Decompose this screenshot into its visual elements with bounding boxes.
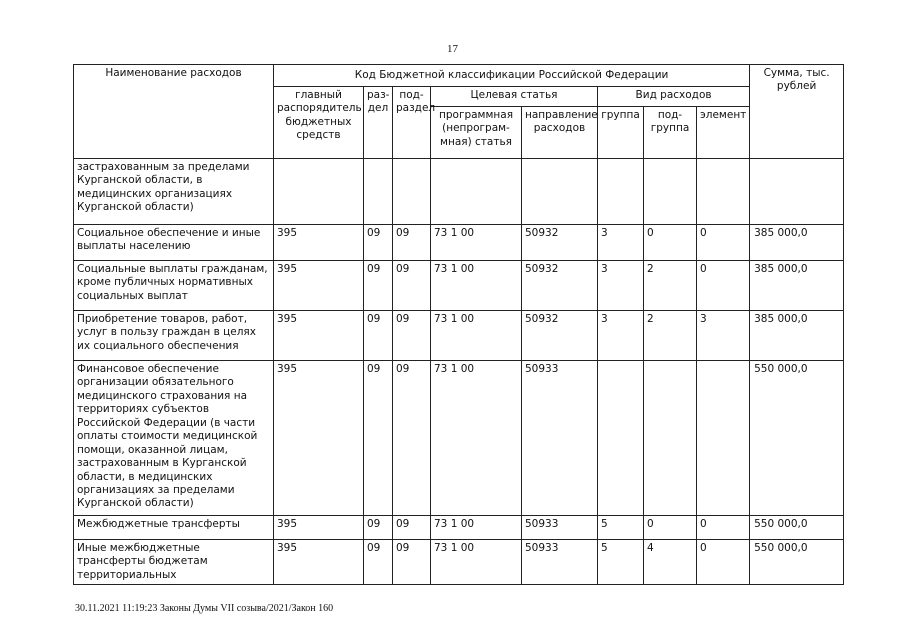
cell-expense-direction: 50933 <box>522 361 598 516</box>
table-header <box>74 65 844 159</box>
cell-sum: 385 000,0 <box>750 311 844 361</box>
cell-group <box>598 361 644 516</box>
cell-subsection: 09 <box>393 516 431 540</box>
cell-group: 3 <box>598 311 644 361</box>
table-row <box>74 311 844 361</box>
cell-element: 0 <box>697 225 750 261</box>
header-target-article: Целевая статья <box>431 87 598 107</box>
cell-element: 0 <box>697 261 750 311</box>
cell-subgroup: 0 <box>644 225 697 261</box>
header-code-group: Код Бюджетной классификации Российской Федерации <box>274 65 750 87</box>
cell-sum <box>750 159 844 225</box>
cell-expense-direction: 50933 <box>522 540 598 585</box>
cell-chief-manager: 395 <box>274 261 364 311</box>
cell-element: 0 <box>697 540 750 585</box>
header-section: раз-дел <box>364 87 393 159</box>
header-sum: Сумма, тыс. рублей <box>750 65 844 159</box>
cell-subsection: 09 <box>393 540 431 585</box>
cell-subsection: 09 <box>393 311 431 361</box>
cell-chief-manager: 395 <box>274 225 364 261</box>
cell-subgroup <box>644 159 697 225</box>
table-row <box>74 361 844 516</box>
cell-program-article: 73 1 00 <box>431 261 522 311</box>
document-footer: 30.11.2021 11:19:23 Законы Думы VII созыва/2021/Закон 160 <box>75 603 334 614</box>
cell-group: 3 <box>598 225 644 261</box>
cell-name: Социальное обеспечение и иные выплаты населению <box>74 225 274 261</box>
cell-name: Иные межбюджетные трансферты бюджетам территориальных <box>74 540 274 585</box>
cell-section: 09 <box>364 261 393 311</box>
cell-section: 09 <box>364 361 393 516</box>
cell-program-article <box>431 159 522 225</box>
cell-name: Финансовое обеспечение организации обязательного медицинского страхования на территориях субъектов Российской Федерации (в части оплаты стоимости медицинской помощи, оказанной лицам, застрахованным в Курганской области, в медицинских организациях за пределами Курганской области) <box>74 361 274 516</box>
cell-subgroup: 0 <box>644 516 697 540</box>
cell-section: 09 <box>364 311 393 361</box>
cell-expense-direction: 50933 <box>522 516 598 540</box>
cell-section: 09 <box>364 540 393 585</box>
cell-group: 3 <box>598 261 644 311</box>
cell-program-article: 73 1 00 <box>431 540 522 585</box>
cell-section: 09 <box>364 516 393 540</box>
cell-name: Приобретение товаров, работ, услуг в пользу граждан в целях их социального обеспечения <box>74 311 274 361</box>
cell-element <box>697 159 750 225</box>
cell-chief-manager: 395 <box>274 311 364 361</box>
table-body <box>74 159 844 585</box>
cell-subsection <box>393 159 431 225</box>
cell-chief-manager: 395 <box>274 361 364 516</box>
cell-sum: 550 000,0 <box>750 516 844 540</box>
cell-program-article: 73 1 00 <box>431 516 522 540</box>
table-row <box>74 516 844 540</box>
cell-expense-direction: 50932 <box>522 261 598 311</box>
cell-section <box>364 159 393 225</box>
cell-subgroup: 4 <box>644 540 697 585</box>
cell-subgroup <box>644 361 697 516</box>
cell-program-article: 73 1 00 <box>431 361 522 516</box>
table-row <box>74 261 844 311</box>
header-subsection: под-раздел <box>393 87 431 159</box>
cell-subsection: 09 <box>393 361 431 516</box>
table-row <box>74 540 844 585</box>
cell-subgroup: 2 <box>644 261 697 311</box>
cell-sum: 550 000,0 <box>750 361 844 516</box>
cell-element <box>697 361 750 516</box>
cell-name: Межбюджетные трансферты <box>74 516 274 540</box>
header-group: группа <box>598 107 644 159</box>
cell-group: 5 <box>598 540 644 585</box>
cell-name: застрахованным за пределами Курганской области, в медицинских организациях Курганской области) <box>74 159 274 225</box>
header-element: элемент <box>697 107 750 159</box>
cell-group <box>598 159 644 225</box>
header-program-article: программная (непрограм-мная) статья <box>431 107 522 159</box>
cell-program-article: 73 1 00 <box>431 225 522 261</box>
cell-expense-direction <box>522 159 598 225</box>
cell-sum: 385 000,0 <box>750 261 844 311</box>
header-expense-type: Вид расходов <box>598 87 750 107</box>
cell-program-article: 73 1 00 <box>431 311 522 361</box>
cell-sum: 550 000,0 <box>750 540 844 585</box>
cell-subsection: 09 <box>393 261 431 311</box>
cell-subsection: 09 <box>393 225 431 261</box>
cell-chief-manager <box>274 159 364 225</box>
cell-group: 5 <box>598 516 644 540</box>
table-row <box>74 159 844 225</box>
cell-sum: 385 000,0 <box>750 225 844 261</box>
header-expense-direction: направление расходов <box>522 107 598 159</box>
cell-element: 3 <box>697 311 750 361</box>
budget-table <box>73 64 844 585</box>
cell-chief-manager: 395 <box>274 516 364 540</box>
header-chief-manager: главный распорядитель бюджетных средств <box>274 87 364 159</box>
header-name: Наименование расходов <box>74 65 274 159</box>
table-row <box>74 225 844 261</box>
cell-element: 0 <box>697 516 750 540</box>
page-number: 17 <box>447 43 458 55</box>
cell-name: Социальные выплаты гражданам, кроме публичных нормативных социальных выплат <box>74 261 274 311</box>
cell-subgroup: 2 <box>644 311 697 361</box>
cell-expense-direction: 50932 <box>522 311 598 361</box>
cell-expense-direction: 50932 <box>522 225 598 261</box>
header-subgroup: под-группа <box>644 107 697 159</box>
cell-chief-manager: 395 <box>274 540 364 585</box>
cell-section: 09 <box>364 225 393 261</box>
